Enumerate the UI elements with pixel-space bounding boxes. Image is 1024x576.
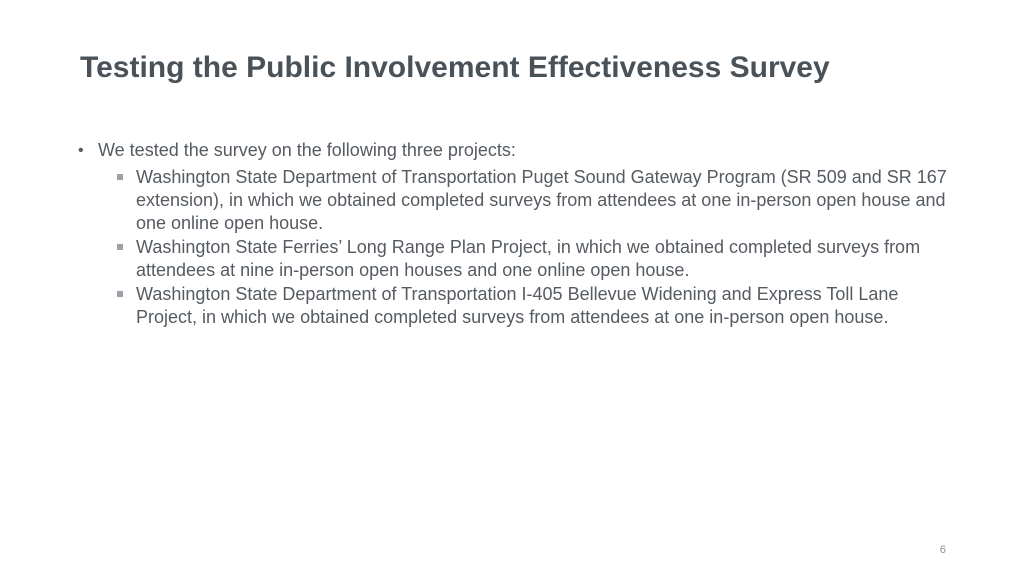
project-item <box>78 166 956 235</box>
project-text: Washington State Department of Transportation I-405 Bellevue Widening and Express Toll Lane Project, in which we obtained completed surveys from attendees at one in-person open house. <box>136 284 899 327</box>
intro-text: We tested the survey on the following three projects: <box>98 140 516 160</box>
project-text: Washington State Ferries’ Long Range Plan Project, in which we obtained completed surveys from attendees at nine in-person open houses and one online open house. <box>136 237 921 280</box>
project-text: Washington State Department of Transportation Puget Sound Gateway Program (SR 509 and SR 167 extension), in which we obtained completed surveys from attendees at one in-person open house and one online open house. <box>136 167 947 233</box>
project-list <box>78 166 958 329</box>
project-item <box>78 283 956 329</box>
page-number: 6 <box>939 544 946 556</box>
slide-body <box>78 139 958 330</box>
intro-bullet <box>78 139 958 162</box>
square-bullet-icon <box>117 291 123 297</box>
bullet-dot-icon: • <box>78 142 84 159</box>
square-bullet-icon <box>117 174 123 180</box>
project-item <box>78 236 956 282</box>
square-bullet-icon <box>117 244 123 250</box>
slide-title: Testing the Public Involvement Effectiveness Survey <box>80 51 830 84</box>
